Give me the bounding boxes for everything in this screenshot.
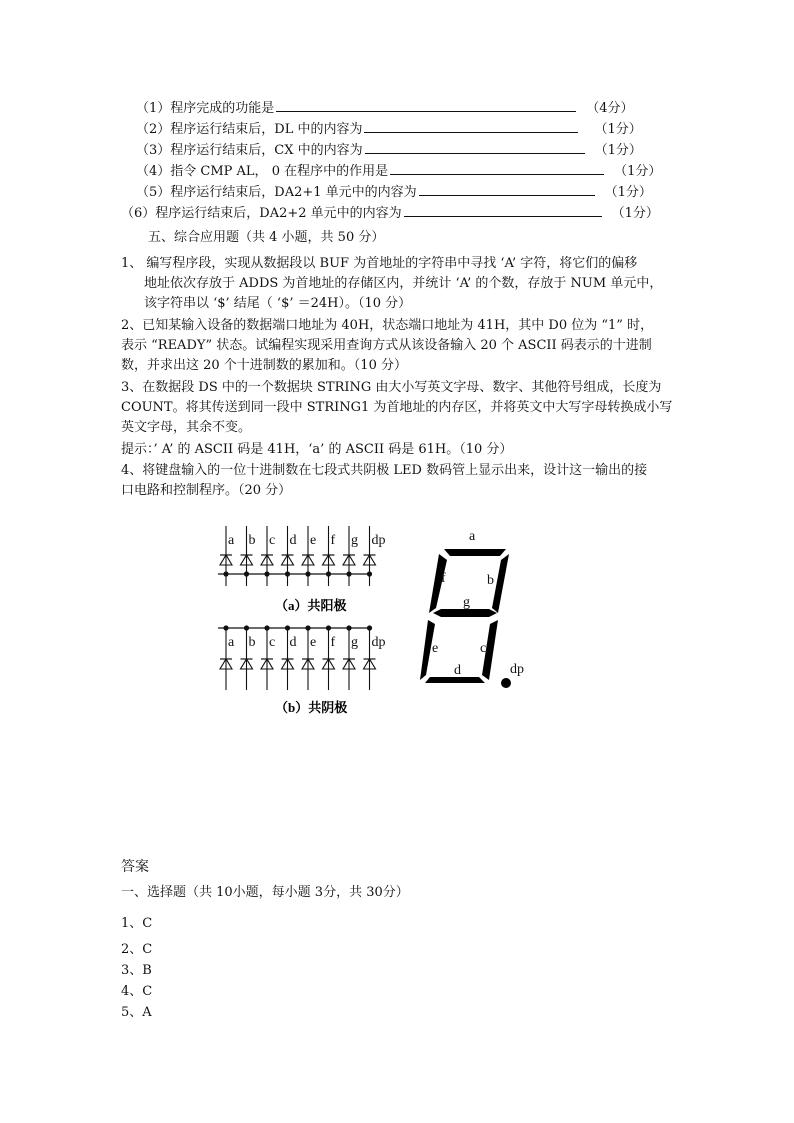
pin-label-c: c	[269, 635, 276, 650]
points-label: （1分）	[611, 206, 659, 221]
common-anode-circuit	[218, 526, 386, 586]
segment-a	[444, 549, 506, 556]
answer-blank	[365, 139, 585, 154]
answer-blank	[419, 181, 595, 196]
fill-question-label: （3）程序运行结束后，CX 中的内容为	[136, 143, 363, 158]
q3-line3: 英文字母，其余不变。	[121, 420, 252, 435]
digit-label-e: e	[432, 641, 439, 656]
pin-label-b: b	[248, 635, 256, 650]
fill-question-6	[121, 202, 659, 224]
pin-label-dp: dp	[371, 635, 386, 650]
fill-question-3	[136, 139, 642, 161]
points-label: （1分）	[594, 122, 642, 137]
section5-title: 五、综合应用题（共 4 小题，共 50 分）	[148, 230, 385, 245]
fill-question-5	[136, 181, 652, 203]
fill-question-4	[136, 160, 661, 182]
seven-segment-digit	[420, 549, 511, 688]
answer-item: 4、C	[121, 984, 153, 999]
fill-question-label: （2）程序运行结束后，DL 中的内容为	[136, 122, 363, 137]
digit-label-g: g	[463, 595, 470, 610]
answer-blank	[390, 160, 604, 175]
pin-label-e: e	[310, 533, 317, 548]
digit-label-c: c	[480, 641, 487, 656]
pin-label-b: b	[248, 533, 256, 548]
q3-hint: 提示：’ A’ 的 ASCII 码是 41H，‘a’ 的 ASCII 码是 61H。（10 分）	[121, 442, 513, 457]
digit-label-d: d	[454, 663, 461, 678]
pin-label-d: d	[289, 533, 297, 548]
pin-label-f: f	[330, 533, 336, 548]
pin-label-a: a	[228, 635, 235, 650]
digit-label-dp: dp	[510, 662, 524, 677]
q2-line2: 表示 “READY” 状态。试编程实现采用查询方式从该设备输入 20 个 ASCII 码表示的十进制	[121, 338, 652, 353]
q2-line3: 数，并求出这 20 个十进制数的累加和。（10 分）	[121, 358, 407, 373]
q1-line2: 地址依次存放于 ADDS 为首地址的存储区内，并统计 ‘A’ 的个数，存放于 NUM 单元中，	[144, 276, 663, 291]
common-cathode-circuit	[218, 625, 386, 690]
segment-g	[433, 609, 497, 617]
points-label: （4分）	[586, 101, 634, 116]
answer-blank	[364, 118, 578, 133]
q1-line3: 该字符串以 ‘$’ 结尾（ ‘$’ ＝24H）。（10 分）	[144, 296, 412, 311]
pin-label-e: e	[310, 635, 317, 650]
answers-title: 答案	[121, 859, 149, 875]
answer-item: 3、B	[121, 963, 152, 978]
seven-segment-figure	[210, 520, 540, 729]
pin-label-d: d	[289, 635, 297, 650]
answers-section1: 一、选择题（共 10小题，每小题 3分，共 30分）	[121, 885, 409, 900]
seven-segment-diagram	[210, 520, 540, 725]
answer-blank	[404, 202, 602, 217]
pin-label-c: c	[269, 533, 276, 548]
answer-item: 5、A	[121, 1005, 152, 1020]
pin-label-a: a	[228, 533, 235, 548]
digit-label-b: b	[487, 573, 494, 588]
fill-question-label: （6）程序运行结束后，DA2+2 单元中的内容为	[121, 206, 402, 221]
pin-label-dp: dp	[371, 533, 386, 548]
answer-item: 2、C	[121, 942, 153, 957]
segment-b	[492, 554, 509, 613]
points-label: （1分）	[614, 164, 662, 179]
caption-common-anode: （a）共阳极	[275, 598, 347, 613]
q3-line2: COUNT。将其传送到同一段中 STRING1 为首地址的内存区，并将英文中大写字母转换成小写	[121, 400, 673, 415]
caption-common-cathode: （b）共阴极	[275, 700, 348, 715]
points-label: （1分）	[604, 185, 652, 200]
digit-label-a: a	[469, 529, 476, 544]
pin-label-g: g	[351, 635, 358, 650]
points-label: （1分）	[594, 143, 642, 158]
q4-line1: 4、将键盘输入的一位十进制数在七段式共阴极 LED 数码管上显示出来，设计这一输出的接	[121, 463, 648, 478]
answer-item: 1、C	[121, 916, 153, 931]
fill-question-1	[136, 97, 634, 119]
pin-label-f: f	[330, 635, 336, 650]
q1-line1: 1、 编写程序段，实现从数据段以 BUF 为首地址的字符串中寻找 ‘A’ 字符，将它们的偏移	[121, 256, 638, 271]
q4-line2: 口电路和控制程序。（20 分）	[121, 483, 292, 498]
digit-label-f: f	[441, 571, 446, 586]
pin-label-g: g	[351, 533, 358, 548]
fill-question-2	[136, 118, 642, 140]
q2-line1: 2、已知某输入设备的数据端口地址为 40H，状态端口地址为 41H，其中 D0 位为 “1” 时，	[121, 318, 654, 333]
fill-question-label: （1）程序完成的功能是	[136, 101, 275, 116]
fill-question-label: （4）指令 CMP AL， 0 在程序中的作用是	[136, 164, 389, 179]
q3-line1: 3、在数据段 DS 中的一个数据块 STRING 由大小写英文字母、数字、其他符号组成，长度为	[121, 380, 662, 395]
answer-blank	[276, 97, 576, 112]
fill-question-label: （5）程序运行结束后，DA2+1 单元中的内容为	[136, 185, 417, 200]
segment-dp	[501, 678, 511, 688]
